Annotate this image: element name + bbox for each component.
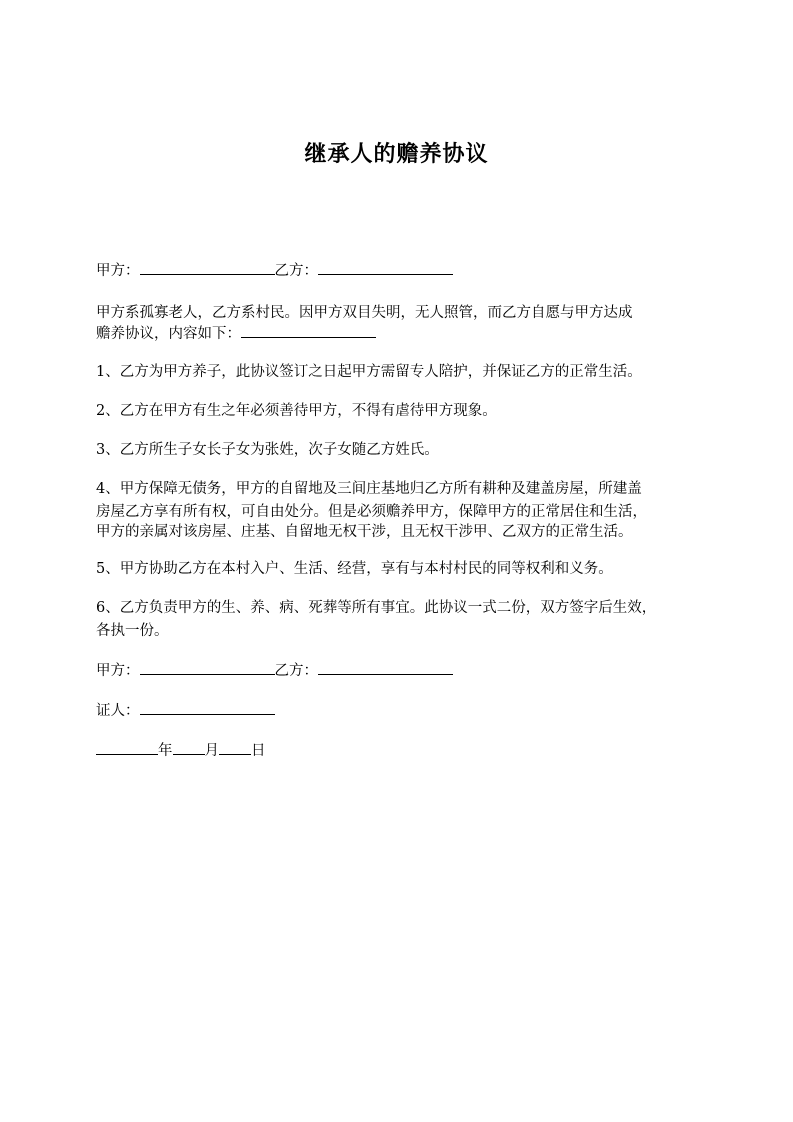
- clause-line: 4、甲方保障无债务，甲方的自留地及三间庄基地归乙方所有耕种及建盖房屋，所建盖: [96, 481, 642, 497]
- intro-line: 甲方系孤寡老人，乙方系村民。因甲方双目失明，无人照管，而乙方自愿与甲方达成: [96, 305, 633, 321]
- witness-line: [96, 700, 696, 721]
- clause-line: 1、乙方为甲方养子，此协议签订之日起甲方需留专人陪护，并保证乙方的正常生活。: [96, 364, 642, 380]
- intro-line: 赡养协议，内容如下：: [96, 323, 696, 344]
- month-blank: [173, 740, 205, 755]
- signature-party-a-label: 甲方：: [96, 663, 140, 679]
- signature-party-b-label: 乙方：: [274, 663, 318, 679]
- signature-party-a-blank: [140, 660, 275, 675]
- year-blank: [96, 740, 158, 755]
- day-blank: [219, 740, 251, 755]
- document-body: [96, 260, 696, 761]
- day-label: 日: [251, 743, 266, 759]
- clause-line: 房屋乙方享有所有权，可自由处分。但是必须赡养甲方，保障甲方的正常居住和生活，: [96, 504, 647, 520]
- party-b-label: 乙方：: [274, 263, 318, 279]
- intro-paragraph: [96, 303, 696, 344]
- witness-blank: [140, 700, 275, 715]
- year-label: 年: [158, 743, 173, 759]
- date-line: [96, 740, 696, 761]
- clause-line: 甲方的亲属对该房屋、庄基、自留地无权干涉，且无权干涉甲、乙双方的正常生活。: [96, 524, 633, 540]
- signature-party-b-blank: [318, 660, 453, 675]
- clause-line: 2、乙方在甲方有生之年必须善待甲方，不得有虐待甲方现象。: [96, 403, 497, 419]
- document-title: 继承人的赡养协议: [304, 141, 489, 167]
- clause-line: 各执一份。: [96, 623, 169, 639]
- clause-4: [96, 479, 696, 542]
- clause-3: [96, 440, 696, 460]
- clause-6: [96, 598, 696, 641]
- clause-line: 6、乙方负责甲方的生、养、病、死葬等所有事宜。此协议一式二份，双方签字后生效，: [96, 600, 657, 616]
- party-b-blank: [318, 260, 453, 275]
- clause-2: [96, 401, 696, 421]
- party-line: [96, 260, 696, 281]
- month-label: 月: [204, 743, 219, 759]
- clause-line: 3、乙方所生子女长子女为张姓，次子女随乙方姓氏。: [96, 442, 439, 458]
- signature-parties: [96, 660, 696, 681]
- clause-5: [96, 559, 696, 579]
- clause-line: 5、甲方协助乙方在本村入户、生活、经营，享有与本村村民的同等权利和义务。: [96, 561, 613, 577]
- witness-label: 证人：: [96, 703, 140, 719]
- intro-blank: [241, 323, 376, 338]
- party-a-blank: [140, 260, 275, 275]
- party-a-label: 甲方：: [96, 263, 140, 279]
- clause-1: [96, 362, 696, 382]
